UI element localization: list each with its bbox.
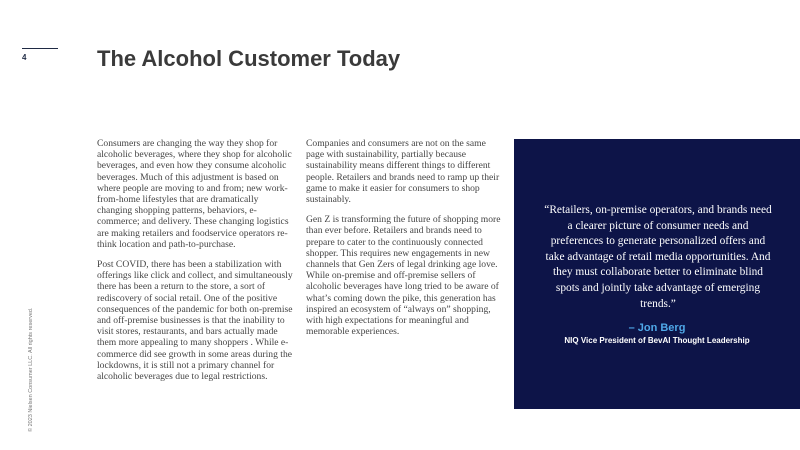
header-rule xyxy=(22,48,58,49)
paragraph: Consumers are changing the way they shop for alcoholic beverages, where they shop for alcoholic beverages, and even how they consume alcoholic beverages. Much of this adjustment is based on where people are moving to and from; new work-from-home lifestyles that are dramatically changing shopping patterns, behaviors, e-commerce; and delivery. These changing logistics are making retailers and foodservice operators re-think location and path-to-purchase. xyxy=(97,138,292,250)
quote-text: “Retailers, on-premise operators, and brands need a clearer picture of consumer needs and preferences to generate personalized offers and take advantage of retail media opportunities. And they must collaborate better to eliminate blind spots and jointly take advantage of emerging trends.” xyxy=(544,204,772,310)
body-column-left xyxy=(97,138,293,391)
copyright-notice: © 2023 Nielsen Consumer LLC. All rights reserved. xyxy=(28,307,34,432)
quote-author-role: NIQ Vice President of BevAl Thought Leadership xyxy=(564,336,750,345)
paragraph: Gen Z is transforming the future of shopping more than ever before. Retailers and brands need to prepare to cater to the continuously connected shopper. This requires new engagements in new channels that Gen Zers of legal drinking age love. While on-premise and off-premise sellers of alcoholic beverages have long tried to be aware of what’s coming down the pike, this generation has inspired an ecosystem of “always on” shopping, with high expectations for meaningful and memorable experiences. xyxy=(306,214,501,338)
paragraph: Companies and consumers are not on the same page with sustainability, partially because sustainability means different things to different people. Retailers and brands need to ramp up their game to make it easier for consumers to shop sustainably. xyxy=(306,138,500,206)
quote-author: – Jon Berg xyxy=(628,322,686,334)
page-title: The Alcohol Customer Today xyxy=(97,46,401,71)
paragraph: Post COVID, there has been a stabilization with offerings like click and collect, and simultaneously there has been a return to the store, a sort of rediscovery of social retail. One of the positive consequences of the pandemic for both on-premise and off-premise businesses is that the inability to visit stores, restaurants, and bars actually made them more appealing to many shoppers . While e-commerce did see growth in some areas during the lockdowns, it is still not a primary channel for alcoholic beverages due to legal restrictions. xyxy=(97,259,293,383)
page-number: 4 xyxy=(22,53,27,62)
quote-panel xyxy=(514,139,800,409)
body-column-middle xyxy=(306,138,502,346)
